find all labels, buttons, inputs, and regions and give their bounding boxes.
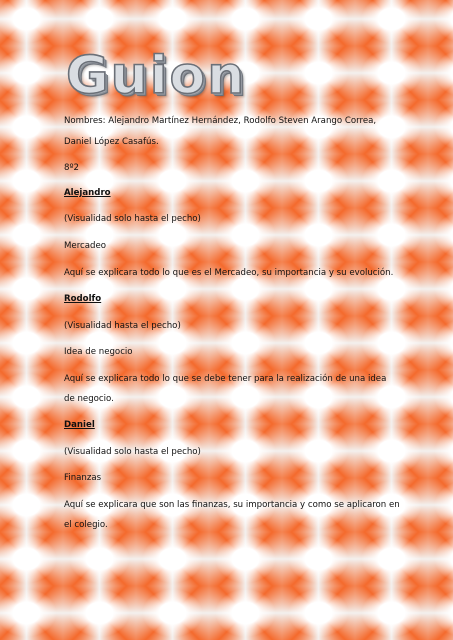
section-topic-rodolfo: Idea de negocio	[64, 347, 133, 357]
section-visibility-rodolfo: (Visualidad hasta el pecho)	[64, 321, 181, 331]
section-description-rodolfo-1: Aquí se explicara todo lo que se debe tener para la realización de una idea	[64, 374, 387, 384]
section-name-rodolfo: Rodolfo	[64, 294, 102, 304]
section-visibility-alejandro: (Visualidad solo hasta el pecho)	[64, 214, 201, 224]
section-description-alejandro: Aquí se explicara todo lo que es el Mercadeo, su importancia y su evolución.	[64, 268, 394, 278]
document-title: Guion	[66, 46, 247, 106]
section-name-alejandro: Alejandro	[64, 188, 111, 198]
section-description-rodolfo-2: de negocio.	[64, 394, 114, 404]
section-name-daniel: Daniel	[64, 420, 95, 430]
section-visibility-daniel: (Visualidad solo hasta el pecho)	[64, 447, 201, 457]
grade: 8º2	[64, 163, 79, 173]
section-topic-alejandro: Mercadeo	[64, 241, 107, 251]
section-description-daniel-1: Aquí se explicara que son las finanzas, su importancia y como se aplicaron en	[64, 500, 400, 510]
section-topic-daniel: Finanzas	[64, 473, 102, 483]
authors-line-2: Daniel López Casafús.	[64, 137, 159, 147]
section-description-daniel-2: el colegio.	[64, 520, 108, 530]
authors-line-1: Nombres: Alejandro Martínez Hernández, Rodolfo Steven Arango Correa,	[64, 116, 377, 126]
